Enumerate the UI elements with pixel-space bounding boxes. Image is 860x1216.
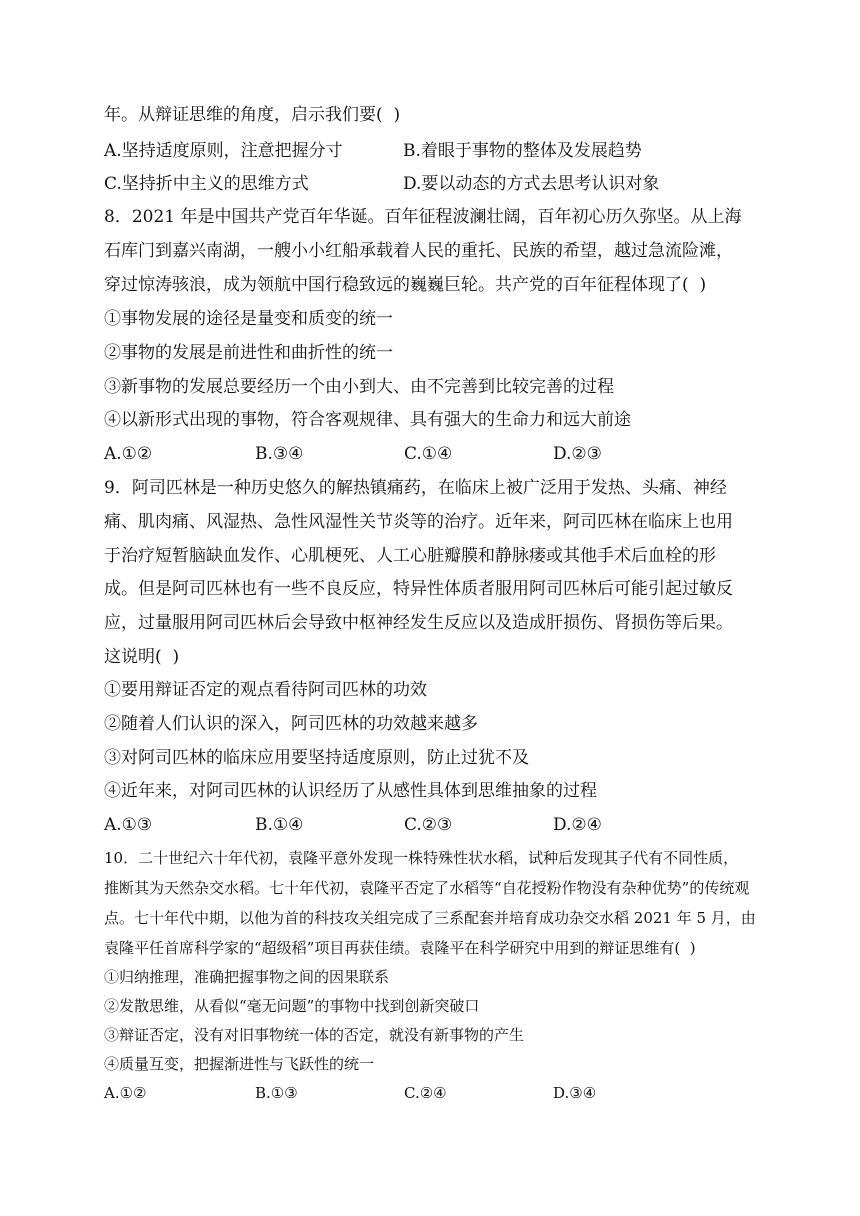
q10-statement-2: ②发散思维，从看似“毫无问题”的事物中找到创新突破口 (104, 997, 480, 1015)
q9-option-a: A.①③ (104, 815, 153, 835)
q7-option-c: C.坚持折中主义的思维方式 (104, 174, 309, 194)
q9-stem-line-5: 应，过量服用阿司匹林后会导致中枢神经发生反应以及造成肝损伤、肾损伤等后果。 (104, 613, 733, 633)
q8-statement-4: ④以新形式出现的事物，符合客观规律、具有强大的生命力和远大前途 (104, 410, 631, 430)
q10-statement-4: ④质量互变，把握渐进性与飞跃性的统一 (104, 1055, 375, 1073)
q8-stem-line-2: 石库门到嘉兴南湖，一艘小小红船承载着人民的重托、民族的希望，越过急流险滩， (104, 241, 733, 261)
q9-option-b: B.①④ (255, 815, 304, 835)
q8-option-d: D.②③ (553, 444, 602, 464)
q8-option-b: B.③④ (255, 444, 304, 464)
q8-statement-2: ②事物的发展是前进性和曲折性的统一 (104, 343, 393, 363)
q9-stem-line-3: 于治疗短暂脑缺血发作、心肌梗死、人工心脏瓣膜和静脉瘘或其他手术后血栓的形 (104, 546, 716, 566)
q10-statement-1: ①归纳推理，准确把握事物之间的因果联系 (104, 968, 390, 986)
q9-statement-4: ④近年来，对阿司匹林的认识经历了从感性具体到思维抽象的过程 (104, 781, 597, 801)
q10-option-a: A.①② (104, 1084, 147, 1102)
q10-option-c: C.②④ (404, 1084, 447, 1102)
q8-option-c: C.①④ (404, 444, 453, 464)
q8-option-a: A.①② (104, 444, 153, 464)
q9-option-c: C.②③ (404, 815, 453, 835)
q7-option-d: D.要以动态的方式去思考认识对象 (403, 174, 660, 194)
q10-stem-line-3: 点。七十年代中期，以他为首的科技攻关组完成了三系配套并培育成功杂交水稻 2021 年 5 月，由 (104, 909, 756, 927)
q8-statement-3: ③新事物的发展总要经历一个由小到大、由不完善到比较完善的过程 (104, 377, 614, 397)
q8-stem-line-3: 穿过惊涛骇浪，成为领航中国行稳致远的巍巍巨轮。共产党的百年征程体现了( ) (104, 275, 707, 295)
q10-stem-line-4: 袁隆平任首席科学家的“超级稻”项目再获佳绩。袁隆平在科学研究中用到的辩证思维有( ) (104, 939, 696, 957)
q9-statement-2: ②随着人们认识的深入，阿司匹林的功效越来越多 (104, 714, 478, 734)
q9-stem-line-4: 成。但是阿司匹林也有一些不良反应，特异性体质者服用阿司匹林后可能引起过敏反 (104, 579, 733, 599)
q8-stem-line-1: 8．2021 年是中国共产党百年华诞。百年征程波澜壮阔，百年初心历久弥坚。从上海 (104, 207, 742, 227)
q7-option-a: A.坚持适度原则，注意把握分寸 (104, 141, 343, 161)
q9-option-d: D.②④ (553, 815, 602, 835)
q9-statement-3: ③对阿司匹林的临床应用要坚持适度原则，防止过犹不及 (104, 748, 529, 768)
q10-statement-3: ③辩证否定，没有对旧事物统一体的否定，就没有新事物的产生 (104, 1026, 525, 1044)
q8-statement-1: ①事物发展的途径是量变和质变的统一 (104, 309, 393, 329)
q9-stem-line-2: 痛、肌肉痛、风湿热、急性风湿性关节炎等的治疗。近年来，阿司匹林在临床上也用 (104, 512, 733, 532)
q10-stem-line-1: 10．二十世纪六十年代初，袁隆平意外发现一株特殊性状水稻，试种后发现其子代有不同性质， (104, 849, 739, 867)
q10-stem-line-2: 推断其为天然杂交水稻。七十年代初，袁隆平否定了水稻等“自花授粉作物没有杂种优势”的传统观 (104, 879, 750, 897)
q9-stem-line-6: 这说明( ) (104, 647, 180, 667)
q7-option-b: B.着眼于事物的整体及发展趋势 (403, 141, 642, 161)
q9-stem-line-1: 9．阿司匹林是一种历史悠久的解热镇痛药，在临床上被广泛用于发热、头痛、神经 (104, 478, 727, 498)
q9-statement-1: ①要用辩证否定的观点看待阿司匹林的功效 (104, 680, 427, 700)
q10-option-b: B.①③ (255, 1084, 298, 1102)
q10-option-d: D.③④ (553, 1084, 597, 1102)
q7-stem-tail: 年。从辩证思维的角度，启示我们要( ) (104, 105, 401, 125)
